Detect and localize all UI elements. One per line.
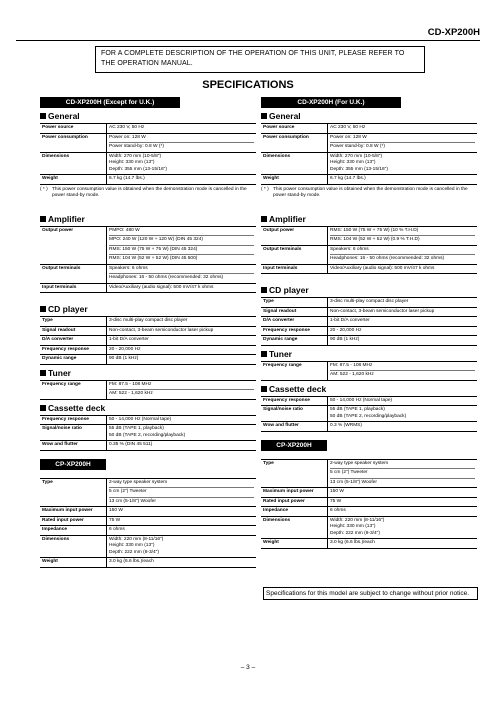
spec-row xyxy=(40,264,256,283)
footnote-text: This power consumption value is obtained when the demonstration mode is cancelled in the power stand-by mode. xyxy=(52,186,247,198)
tuner-spec-table xyxy=(40,380,256,400)
spec-label: Type xyxy=(261,298,328,308)
spec-label: D/A converter xyxy=(261,317,328,327)
spec-label: Frequency response xyxy=(40,345,107,355)
spec-label: Output power xyxy=(261,226,328,245)
spacer xyxy=(261,432,477,440)
spec-value xyxy=(328,422,478,432)
header-rule xyxy=(16,40,480,41)
spec-value xyxy=(107,558,257,568)
spec-row xyxy=(261,361,477,380)
spec-label: Input terminals xyxy=(261,264,328,274)
spec-row xyxy=(40,326,256,336)
speaker-model-band: CP-XP200H xyxy=(40,459,106,470)
amplifier-section-heading xyxy=(40,214,256,224)
spec-label: Input terminals xyxy=(40,283,107,293)
spec-row xyxy=(40,345,256,355)
page-title: SPECIFICATIONS xyxy=(202,79,294,91)
spec-value-line: 6.7 kg (14.7 lbs.) xyxy=(109,176,145,181)
spec-value-line: 13 cm (5-1/8") Woofer xyxy=(330,478,475,487)
spec-label: Output terminals xyxy=(40,264,107,283)
spec-value-line: Width: 220 mm (8-11/16") Height: 330 mm (13") Depth: 222 mm (8-3/4") xyxy=(109,536,164,555)
spec-value-line: Video/Auxiliary (audio signal): 500 mV/47 k ohms xyxy=(330,265,435,271)
spec-label: Dimensions xyxy=(261,152,328,175)
spec-label: Dimensions xyxy=(40,535,107,558)
spec-row xyxy=(261,336,477,346)
tuner-spec-table xyxy=(261,361,477,381)
tuner-heading-text: Tuner xyxy=(48,367,71,378)
spec-row xyxy=(261,152,477,175)
spec-label: Type xyxy=(40,478,107,507)
spec-label: Signal readout xyxy=(261,307,328,317)
speaker-spec-table xyxy=(261,459,477,549)
spec-label: Frequency range xyxy=(40,380,107,399)
spec-label: Power consumption xyxy=(261,133,328,152)
cassette-spec-table xyxy=(261,396,477,432)
tuner-heading-text: Tuner xyxy=(269,348,292,359)
amplifier-spec-table xyxy=(40,226,256,294)
speaker-model-band: CP-XP200H xyxy=(261,440,327,451)
spec-value xyxy=(107,317,257,327)
spec-row xyxy=(261,488,477,498)
spec-value-line: Speakers: 6 ohms xyxy=(109,265,148,271)
spacer xyxy=(40,293,256,301)
operation-manual-notice: FOR A COMPLETE DESCRIPTION OF THE OPERATION OF THIS UNIT, PLEASE REFER TO THE OPERATION MANUAL. xyxy=(95,46,425,73)
spec-label: Impedance xyxy=(40,526,107,536)
spec-value-line: 75 W xyxy=(109,517,121,523)
spec-value xyxy=(107,283,257,293)
spec-value xyxy=(328,507,478,517)
cassette-spec-table xyxy=(40,415,256,451)
spec-row xyxy=(40,283,256,293)
spec-row xyxy=(261,264,477,274)
spec-value-line: 75 W xyxy=(330,498,342,504)
spec-row xyxy=(261,406,477,422)
spec-value xyxy=(107,507,257,517)
spec-label: Output terminals xyxy=(261,245,328,264)
cd-heading-text: CD player xyxy=(48,304,88,314)
spec-value-line: Width: 220 mm (8-11/16") Height: 330 mm (13") Depth: 222 mm (8-3/4") xyxy=(330,517,385,536)
spec-value-line: 1-bit D/A converter xyxy=(330,318,370,323)
spec-value-line: RMS: 150 W (75 W + 75 W) (10 % T.H.D) xyxy=(330,227,419,233)
cd-heading-text: CD player xyxy=(269,285,309,295)
spec-value xyxy=(328,336,478,346)
spec-value-line: FM: 87.5 - 108 MHz xyxy=(330,362,373,368)
spec-value xyxy=(328,539,478,549)
section-bullet-icon xyxy=(261,287,267,293)
spec-value-line: Non-contact, 3-beam semiconductor laser pickup xyxy=(330,308,435,314)
spec-row xyxy=(261,124,477,134)
spacer xyxy=(261,451,477,459)
general-heading-text: General xyxy=(48,111,80,121)
spec-label: D/A converter xyxy=(40,336,107,346)
spec-value xyxy=(328,133,478,152)
spec-value-line: 6.7 kg (14.7 lbs.) xyxy=(330,176,366,181)
spec-value-line: 13 cm (5-1/8") Woofer xyxy=(109,497,254,506)
spec-label: Weight xyxy=(40,558,107,568)
spec-value-line: 50 - 14,000 Hz (Normal tape) xyxy=(109,416,172,422)
spec-label: Dynamic range xyxy=(261,336,328,346)
spec-row xyxy=(261,459,477,488)
section-bullet-icon xyxy=(40,306,46,312)
general-spec-table xyxy=(40,123,256,185)
spec-label: Rated input power xyxy=(40,516,107,526)
cassette-heading-text: Cassette deck xyxy=(48,402,106,413)
amplifier-spec-table xyxy=(261,226,477,275)
page-number: – 3 – xyxy=(240,664,256,671)
spec-label: Impedance xyxy=(261,507,328,517)
spacer xyxy=(40,470,256,478)
spec-row xyxy=(261,497,477,507)
spec-row xyxy=(40,478,256,507)
spec-value xyxy=(107,441,257,451)
spec-row xyxy=(261,317,477,327)
spec-value xyxy=(107,526,257,536)
spec-label: Weight xyxy=(40,175,107,185)
spec-value-line: MPO: 240 W (120 W + 120 W) (DIN 45 324) xyxy=(109,235,254,244)
spec-row xyxy=(40,380,256,399)
spec-row xyxy=(40,441,256,451)
spec-row xyxy=(261,226,477,245)
spec-value xyxy=(107,152,257,175)
spacer xyxy=(40,199,256,211)
spec-row xyxy=(40,425,256,441)
spec-label: Type xyxy=(40,317,107,327)
spec-row xyxy=(261,298,477,308)
spec-row xyxy=(40,124,256,134)
spec-value xyxy=(107,478,257,507)
spec-value xyxy=(107,336,257,346)
section-bullet-icon xyxy=(40,113,46,119)
spec-value-line: AM: 522 - 1,620 kHz xyxy=(330,370,475,379)
spec-value-line: 20 - 20,000 Hz xyxy=(109,346,141,352)
footnote-text: This power consumption value is obtained when the demonstration mode is cancelled in the power stand-by mode. xyxy=(273,186,468,198)
spec-label: Rated input power xyxy=(261,497,328,507)
footnote xyxy=(40,187,256,199)
spec-value-line: 55 dB (TAPE 1, playback) 50 dB (TAPE 2, recording/playback) xyxy=(330,407,407,419)
spec-label: Power consumption xyxy=(40,133,107,152)
footnote xyxy=(261,187,477,199)
section-bullet-icon xyxy=(40,405,46,411)
section-bullet-icon xyxy=(40,370,46,376)
section-bullet-icon xyxy=(40,216,46,222)
tuner-section-heading xyxy=(261,349,477,359)
section-bullet-icon xyxy=(261,386,267,392)
spec-value xyxy=(328,459,478,488)
speaker-spec-table xyxy=(40,478,256,568)
spec-label: Signal/noise ratio xyxy=(40,425,107,441)
footnote-mark: ( * ) xyxy=(40,186,48,192)
spec-row xyxy=(261,307,477,317)
spec-value xyxy=(107,175,257,185)
spec-value-line: Power on: 128 W xyxy=(109,134,146,140)
spec-value-line: 0.35 % (DIN 45 511) xyxy=(109,442,153,447)
amplifier-heading-text: Amplifier xyxy=(269,213,306,224)
general-section-heading xyxy=(40,111,256,121)
spec-row xyxy=(261,326,477,336)
spec-label: Power source xyxy=(261,124,328,134)
spec-value xyxy=(328,497,478,507)
spec-row xyxy=(40,507,256,517)
spec-value-line: 3.0 kg (6.6 lbs.)/each xyxy=(109,559,154,564)
spec-value-line: 3.0 kg (6.6 lbs.)/each xyxy=(330,540,375,545)
spec-row xyxy=(261,175,477,185)
model-band: CD-XP200H (Except for U.K.) xyxy=(40,97,180,108)
spec-value-line: AC 230 V, 50 Hz xyxy=(330,125,366,130)
spec-value xyxy=(328,516,478,539)
spec-label: Frequency range xyxy=(261,361,328,380)
spec-value xyxy=(328,317,478,327)
spec-value xyxy=(328,326,478,336)
spec-value xyxy=(107,516,257,526)
spec-label: Dynamic range xyxy=(40,355,107,365)
spec-row xyxy=(261,539,477,549)
spec-row xyxy=(40,516,256,526)
cassette-section-heading xyxy=(40,403,256,413)
spec-value-line: Headphones: 16 - 50 ohms (recommended: 32 ohms) xyxy=(330,254,475,263)
spec-value-line: Non-contact, 3-beam semiconductor laser pickup xyxy=(109,327,214,333)
spec-value-line: 50 - 14,000 Hz (Normal tape) xyxy=(330,397,393,403)
tuner-section-heading xyxy=(40,368,256,378)
spacer xyxy=(261,199,477,211)
spec-value xyxy=(328,124,478,134)
spec-value-line: 5 cm (2") Tweeter xyxy=(109,487,254,496)
cd-spec-table xyxy=(261,297,477,346)
spec-value-line: AM: 522 - 1,620 kHz xyxy=(109,389,254,398)
spec-value-line: RMS: 104 W (52 W + 52 W) (DIN 45 500) xyxy=(109,254,254,263)
spec-value-line: 20 - 20,000 Hz xyxy=(330,327,362,333)
spec-value-line: Width: 270 mm (10-5/8") Height: 330 mm (13") Depth: 355 mm (13-15/16") xyxy=(109,153,167,172)
footnote-mark: ( * ) xyxy=(261,186,269,192)
spec-value-line: PMPO: 480 W xyxy=(109,227,140,233)
spec-value-line: 3-disc multi-play compact disc player xyxy=(109,318,188,323)
spec-value xyxy=(107,264,257,283)
column-except-uk xyxy=(40,97,256,568)
spec-value-line: 150 W xyxy=(330,489,344,494)
spec-row xyxy=(40,317,256,327)
spec-label: Frequency response xyxy=(261,396,328,406)
spec-label: Frequency response xyxy=(261,326,328,336)
spec-label: Frequency response xyxy=(40,415,107,425)
spec-value-line: AC 230 V, 50 Hz xyxy=(109,125,145,130)
spec-value xyxy=(328,396,478,406)
spec-value-line: 1-bit D/A converter xyxy=(109,337,149,342)
spec-row xyxy=(40,535,256,558)
model-number: CD-XP200H xyxy=(427,27,480,38)
spec-label: Dimensions xyxy=(40,152,107,175)
spec-row xyxy=(40,526,256,536)
spec-label: Dimensions xyxy=(261,516,328,539)
spec-label: Power source xyxy=(40,124,107,134)
spec-value xyxy=(107,355,257,365)
spec-value-line: 90 dB (1 kHz) xyxy=(109,356,139,361)
spec-value xyxy=(107,535,257,558)
spec-row xyxy=(261,507,477,517)
spec-value xyxy=(328,264,478,274)
spec-label: Wow and flutter xyxy=(40,441,107,451)
spec-value xyxy=(328,361,478,380)
spec-value-line: Headphones: 16 - 50 ohms (recommended: 32 ohms) xyxy=(109,273,254,282)
spec-value xyxy=(107,345,257,355)
spec-value-line: 0.3 % (WRMS) xyxy=(330,423,362,428)
spec-row xyxy=(40,558,256,568)
spacer xyxy=(40,451,256,459)
section-bullet-icon xyxy=(261,113,267,119)
section-bullet-icon xyxy=(261,351,267,357)
spec-row xyxy=(40,152,256,175)
spec-value-line: 90 dB (1 kHz) xyxy=(330,337,360,342)
general-section-heading xyxy=(261,111,477,121)
spec-value xyxy=(328,175,478,185)
spec-value-line: Width: 270 mm (10-5/8") Height: 330 mm (13") Depth: 355 mm (13-15/16") xyxy=(330,153,388,172)
amplifier-section-heading xyxy=(261,214,477,224)
spec-row xyxy=(40,336,256,346)
cd-section-heading xyxy=(261,285,477,295)
spec-row xyxy=(40,355,256,365)
spec-value-line: Power stand-by: 0.8 W (*) xyxy=(109,142,254,151)
spec-value xyxy=(328,307,478,317)
spec-row xyxy=(40,133,256,152)
spec-row xyxy=(261,516,477,539)
spec-value xyxy=(328,406,478,422)
spec-value-line: Power stand-by: 0.8 W (*) xyxy=(330,142,475,151)
spec-row xyxy=(261,133,477,152)
spec-value-line: Speakers: 6 ohms xyxy=(330,246,369,252)
spec-label: Wow and flutter xyxy=(261,422,328,432)
spec-value xyxy=(107,415,257,425)
spacer xyxy=(261,274,477,282)
spec-value-line: 2-way type speaker system xyxy=(330,460,389,466)
spec-value xyxy=(107,226,257,264)
spec-value xyxy=(328,245,478,264)
spec-label: Weight xyxy=(261,175,328,185)
spec-row xyxy=(40,415,256,425)
spec-value xyxy=(107,133,257,152)
spec-value-line: FM: 87.5 - 108 MHz xyxy=(109,381,152,387)
spec-value-line: RMS: 150 W (75 W + 75 W) (DIN 45 324) xyxy=(109,245,254,254)
spec-value xyxy=(328,226,478,245)
spec-value-line: Power on: 128 W xyxy=(330,134,367,140)
general-heading-text: General xyxy=(269,111,301,121)
cassette-heading-text: Cassette deck xyxy=(269,383,327,394)
cd-spec-table xyxy=(40,316,256,365)
spec-row xyxy=(40,175,256,185)
spec-value-line: Video/Auxiliary (audio signal): 500 mV/47 k ohms xyxy=(109,284,214,290)
section-bullet-icon xyxy=(261,216,267,222)
spec-value xyxy=(107,124,257,134)
general-spec-table xyxy=(261,123,477,185)
spec-value-line: 55 dB (TAPE 1, playback) 50 dB (TAPE 2, recording/playback) xyxy=(109,426,186,438)
spec-value-line: 5 cm (2") Tweeter xyxy=(330,468,475,477)
amplifier-heading-text: Amplifier xyxy=(48,213,85,224)
cd-section-heading xyxy=(40,304,256,314)
spec-value xyxy=(107,326,257,336)
spec-value-line: 2-way type speaker system xyxy=(109,479,168,485)
spec-label: Signal/noise ratio xyxy=(261,406,328,422)
spec-label: Output power xyxy=(40,226,107,264)
spec-row xyxy=(40,226,256,264)
spec-value xyxy=(107,380,257,399)
spec-value-line: 3-disc multi-play compact disc player xyxy=(330,299,409,304)
spec-label: Maximum input power xyxy=(40,507,107,517)
spec-label: Signal readout xyxy=(40,326,107,336)
spec-label: Type xyxy=(261,459,328,488)
model-band: CD-XP200H (For U.K.) xyxy=(261,97,401,108)
spec-value-line: 6 ohms xyxy=(330,508,346,513)
spec-value xyxy=(328,152,478,175)
spec-row xyxy=(261,245,477,264)
spec-value-line: RMS: 104 W (52 W + 52 W) (0.9 % T.H.D) xyxy=(330,235,475,244)
spec-value-line: 150 W xyxy=(109,508,123,513)
spec-value-line: 6 ohms xyxy=(109,527,125,532)
spec-row xyxy=(261,422,477,432)
spec-value xyxy=(107,425,257,441)
spec-label: Maximum input power xyxy=(261,488,328,498)
spec-row xyxy=(261,396,477,406)
column-for-uk xyxy=(261,97,477,549)
spec-value xyxy=(328,298,478,308)
spec-value xyxy=(328,488,478,498)
spec-label: Weight xyxy=(261,539,328,549)
cassette-section-heading xyxy=(261,384,477,394)
specifications-change-note: Specifications for this model are subject to change without prior notice. xyxy=(263,587,478,600)
